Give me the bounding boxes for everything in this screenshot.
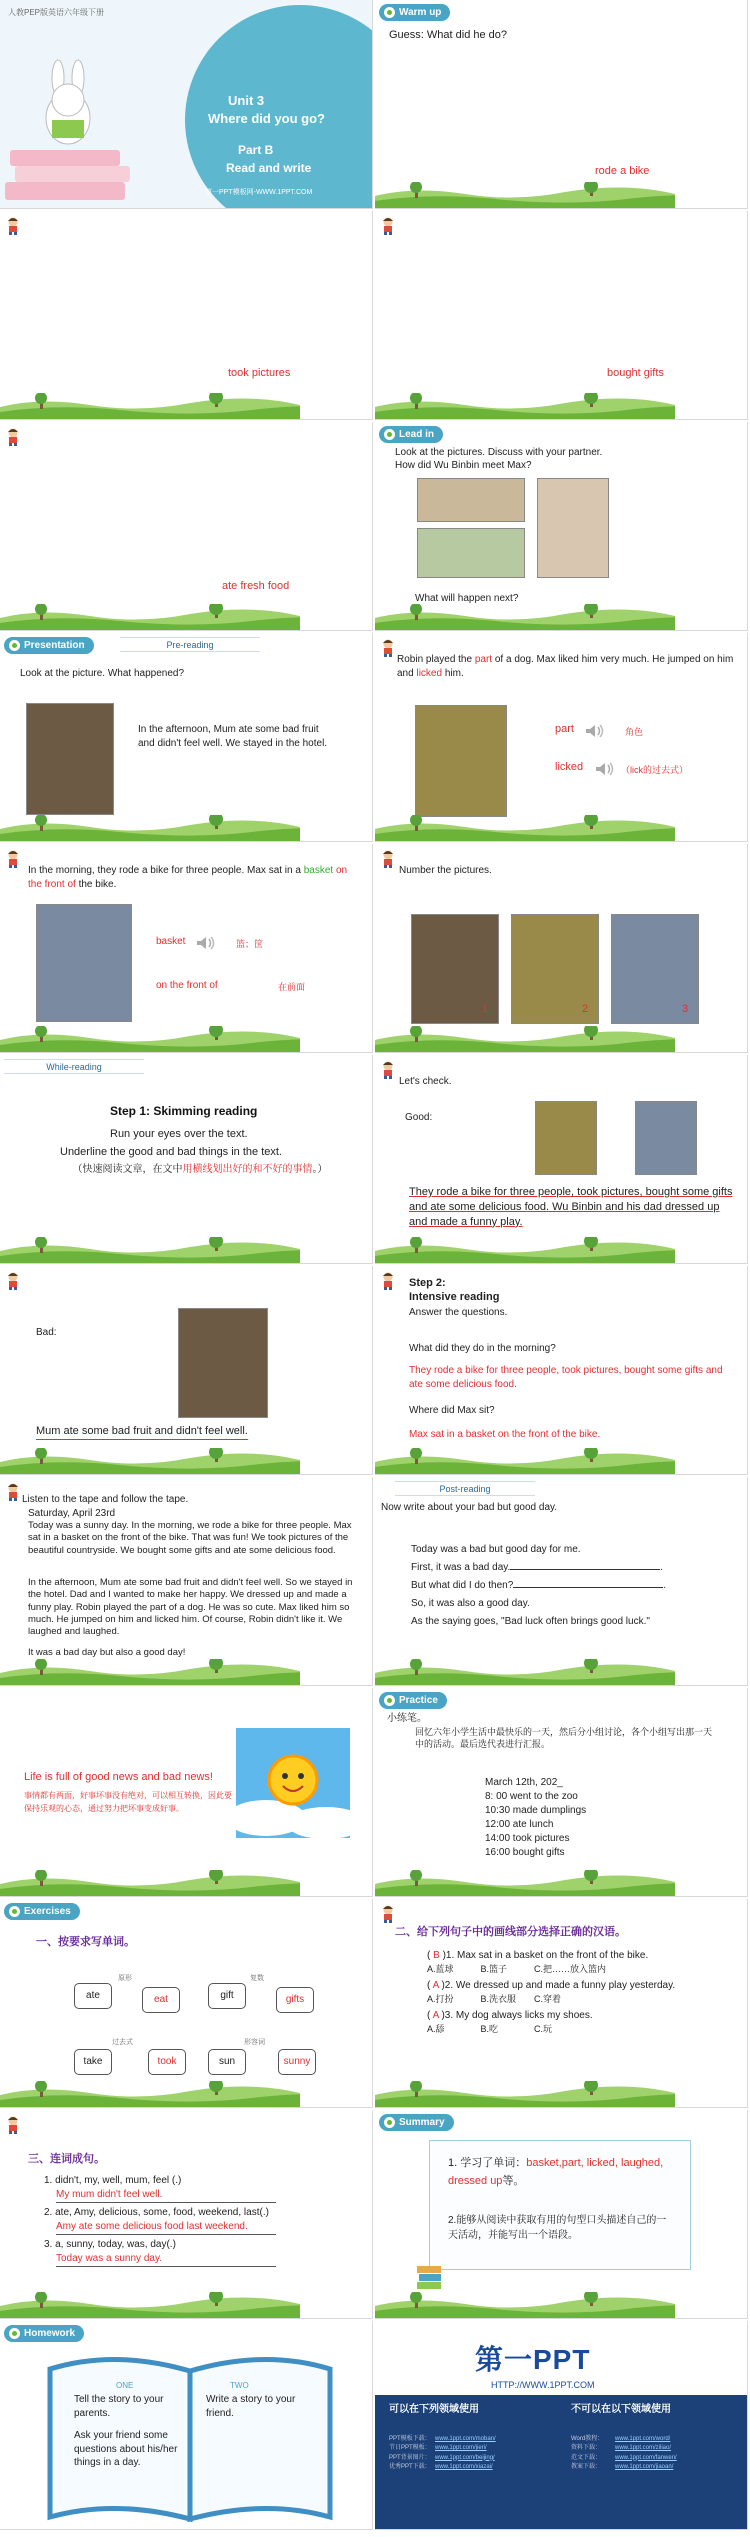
slide-bad <box>0 1266 373 1475</box>
picture-robin-dog <box>415 705 507 817</box>
banner-post-reading: Post-reading <box>395 1481 535 1496</box>
practice-title: 小练笔。 <box>387 1713 427 1724</box>
slide-life-news <box>0 1688 373 1897</box>
picture-bike-ride <box>635 1101 697 1175</box>
credit-link[interactable]: www.1ppt.com/beijing/ <box>435 2454 495 2461</box>
word-part: part <box>474 654 493 665</box>
scramble-1: 1. didn't, my, well, mum, feel (.) <box>44 2175 182 2186</box>
boy-icon <box>381 1272 395 1290</box>
credit-link[interactable]: www.1ppt.com/jiaoan/ <box>615 2463 674 2470</box>
exercise-2-title: 二、给下列句子中的画线部分选择正确的汉语。 <box>395 1926 626 1938</box>
grass-decoration <box>375 815 675 841</box>
boy-icon <box>381 1061 395 1079</box>
answer-gifts: gifts <box>276 1987 314 2013</box>
summary-words: basket,part, licked, laughed, dressed up <box>448 2157 664 2187</box>
boy-icon <box>381 1905 395 1923</box>
diary-paragraph-1: Today was a sunny day. In the morning, we rode a bike for three people. Max sat in a basket on the front of the bike. That was fun! We took pictures of the beautiful countryside. We bought some gifts and ate some delicious food. <box>28 1520 352 1556</box>
unit-title: Where did you go? <box>208 111 325 126</box>
listen-prompt: Listen to the tape and follow the tape. <box>22 1494 189 1505</box>
choice-2: ( A )2. We dressed up and made a funny play yesterday. <box>427 1980 676 1991</box>
boy-icon <box>381 850 395 868</box>
sentence-part: the bike. <box>75 878 117 890</box>
diary-date: Saturday, April 23rd <box>28 1508 116 1519</box>
exercise-3-title: 三、连词成句。 <box>28 2153 105 2165</box>
grass-decoration <box>375 604 675 630</box>
event-2: 10:30 made dumplings <box>485 1805 587 1816</box>
word-take: take <box>74 2049 112 2075</box>
boy-icon <box>6 1272 20 1290</box>
slide-make-sentences <box>0 2110 373 2319</box>
choice-2-answer: A <box>432 1980 439 1991</box>
practice-date: March 12th, 202_ <box>485 1777 563 1788</box>
credit-label: 教案下载： <box>571 2463 602 2470</box>
grass-decoration <box>375 1026 675 1052</box>
homework-1: Tell the story to your parents. <box>74 2394 164 2419</box>
choice-3-answer: A <box>432 2010 439 2021</box>
credit-link[interactable]: www.1ppt.com/word/ <box>615 2436 671 2442</box>
number-2: 2 <box>582 1003 589 1015</box>
line-text: But what did I do then? <box>411 1580 514 1591</box>
slide-ate-food <box>0 422 373 631</box>
choice-2-options: A.打扮 B.洗衣服 C.穿着 <box>427 1994 562 2004</box>
slide-number-pictures <box>375 844 748 1053</box>
credit-label: 资料下载： <box>571 2445 602 2452</box>
tag-practice: Practice <box>379 1692 447 1709</box>
vocab-basket-cn: 篮；筐 <box>236 939 264 949</box>
grass-decoration <box>0 1870 300 1896</box>
scramble-3: 3. a, sunny, today, was, day(.) <box>44 2239 176 2250</box>
credit-links-right[interactable] <box>615 2435 677 2472</box>
answer-bought-gifts: bought gifts <box>607 367 664 379</box>
credit-label: 优秀PPT下载： <box>389 2463 431 2470</box>
brand-logo: 第一PPT <box>475 2344 591 2375</box>
slide-part-licked <box>375 633 748 842</box>
boy-icon <box>6 428 20 446</box>
forbidden-heading: 不可以在以下领域使用 <box>571 2404 671 2415</box>
boy-icon <box>6 217 20 235</box>
check-label: Let's check. <box>399 1076 452 1087</box>
grass-decoration <box>375 1237 675 1263</box>
slide-warm-up <box>375 0 748 209</box>
grass-decoration <box>375 182 675 208</box>
choice-1-text: )1. Max sat in a basket on the front of the bike. <box>442 1950 649 1961</box>
vocab-part: part <box>555 723 574 735</box>
summary-line-2: 2.能够从阅读中获取有用的句型口头描述自己的一天活动，并能写出一个语段。 <box>448 2215 667 2241</box>
practice-cn: 回忆六年小学生活中最快乐的一天，然后分小组讨论，各个小组写出那一天中的活动。最后选代表进行汇报。 <box>415 1727 713 1750</box>
grass-decoration <box>0 2292 300 2318</box>
picture-prompt: Look at the picture. What happened? <box>20 668 185 679</box>
sentence-part: Robin played the <box>397 654 475 665</box>
grass-decoration <box>375 2292 675 2318</box>
skim-line-2: Underline the good and bad things in the text. <box>60 1146 282 1158</box>
site-label: 第一PPT模板网-WWW.1PPT.COM <box>205 189 313 196</box>
grass-decoration <box>0 1026 300 1052</box>
grass-decoration <box>375 1448 675 1474</box>
credit-link[interactable]: www.1ppt.com/moban/ <box>435 2436 496 2442</box>
event-5: 16:00 bought gifts <box>485 1847 565 1858</box>
slide-skimming <box>0 1055 373 1264</box>
slide-intensive <box>375 1266 748 1475</box>
picture-family-bike <box>417 478 525 522</box>
section-label: Read and write <box>226 161 312 175</box>
boy-icon <box>6 850 20 868</box>
skim-line-1: Run your eyes over the text. <box>110 1128 248 1140</box>
homework-3: Write a story to your friend. <box>206 2394 296 2419</box>
answer-eat: eat <box>142 1987 180 2013</box>
grass-decoration <box>0 393 300 419</box>
slide-homework <box>0 2321 373 2530</box>
slide-title <box>0 0 373 209</box>
question-2: Where did Max sit? <box>409 1405 495 1416</box>
write-line-2: First, it was a bad day. . <box>411 1562 664 1573</box>
sentence-part: In the morning, they rode a bike for three people. Max sat in a <box>28 865 304 876</box>
credit-labels-left <box>389 2435 431 2472</box>
choice-1: ( B )1. Max sat in a basket on the front of the bike. <box>427 1950 649 1961</box>
skim-cn <box>60 1163 340 1177</box>
credit-label: PPT背景图片： <box>389 2454 431 2461</box>
answer-1: They rode a bike for three people, took pictures, bought some gifts and ate some delicious food. <box>409 1365 723 1390</box>
grass-decoration <box>0 1659 300 1685</box>
answer-sunny: sunny <box>278 2049 316 2075</box>
tag-exercises: Exercises <box>4 1903 80 1920</box>
credit-link[interactable]: www.1ppt.com/fanwen/ <box>615 2454 677 2461</box>
scramble-1-answer: My mum didn't feel well. <box>56 2188 276 2203</box>
label-adjective: 形容词 <box>244 2039 265 2046</box>
speaker-icon[interactable] <box>595 762 615 776</box>
slide-credits <box>375 2321 748 2530</box>
bad-label: Bad: <box>36 1327 57 1338</box>
choice-3-text: )3. My dog always licks my shoes. <box>441 2010 593 2021</box>
answer-ate-food: ate fresh food <box>222 580 290 592</box>
grass-decoration <box>0 604 300 630</box>
tag-warm-up: Warm up <box>379 4 450 21</box>
boy-icon <box>6 1483 20 1501</box>
slide-summary <box>375 2110 748 2319</box>
choice-2-text: )2. We dressed up and made a funny play yesterday. <box>441 1980 676 1991</box>
exercise-1-title: 一、按要求写单词。 <box>36 1936 135 1948</box>
picture-bike-ride <box>611 914 699 1024</box>
credit-link[interactable]: www.1ppt.com/ziliao/ <box>615 2445 672 2452</box>
boy-icon <box>6 2116 20 2134</box>
word-licked: licked <box>416 667 443 679</box>
word-sun: sun <box>208 2049 246 2075</box>
slide-basket <box>0 844 373 1053</box>
credit-links-left[interactable] <box>435 2435 496 2472</box>
picture-robin-dog <box>535 1101 597 1175</box>
step-1-title: Step 1: Skimming reading <box>110 1104 258 1118</box>
grass-decoration <box>0 1448 300 1474</box>
event-1: 8: 00 went to the zoo <box>485 1791 578 1802</box>
vocab-basket: basket <box>156 936 186 947</box>
label-two: TWO <box>230 2381 249 2390</box>
tag-lead-in: Lead in <box>379 426 443 443</box>
credit-label: 节日PPT模板： <box>389 2445 431 2452</box>
grass-decoration <box>375 1870 675 1896</box>
credit-label: 范文下载： <box>571 2454 602 2461</box>
credit-link[interactable]: www.1ppt.com/xiazai/ <box>435 2463 493 2470</box>
slide-choose-chinese <box>375 1899 748 2108</box>
diary-paragraph-3: It was a bad day but also a good day! <box>28 1647 186 1658</box>
write-line-3: But what did I do then? . <box>411 1580 667 1591</box>
grass-decoration <box>375 1659 675 1685</box>
line-text: First, it was a bad day. <box>411 1562 511 1573</box>
answer-took: took <box>148 2049 186 2075</box>
speaker-icon[interactable] <box>196 936 216 950</box>
life-cn: 事情都有两面，好事坏事没有绝对，可以相互转换，因此要保持乐观的心态，通过努力把坏事变成好事。 <box>24 1791 232 1813</box>
good-things <box>409 1185 739 1230</box>
robin-sentence <box>397 653 737 680</box>
title-background <box>0 0 373 209</box>
event-3: 12:00 ate lunch <box>485 1819 554 1830</box>
step-2-title: Intensive reading <box>409 1291 500 1303</box>
label-plural: 复数 <box>250 1975 264 1982</box>
cn-part: 。） <box>312 1164 328 1175</box>
banner-pre-reading: Pre-reading <box>120 637 260 652</box>
picture-mum-sick <box>26 703 114 815</box>
grass-decoration <box>375 2081 675 2107</box>
label-one: ONE <box>116 2381 134 2390</box>
event-4: 14:00 took pictures <box>485 1833 570 1844</box>
slide-took-pictures <box>0 211 373 420</box>
meet-question: How did Wu Binbin meet Max? <box>395 460 532 471</box>
scramble-2-answer: Amy ate some delicious food last weekend. <box>56 2220 276 2235</box>
vocab-licked: licked <box>555 761 584 773</box>
choice-1-options: A.蓝球 B.篮子 C.把……放入篮内 <box>427 1964 607 1974</box>
credit-label: PPT模板下载： <box>389 2436 431 2442</box>
bad-things: Mum ate some bad fruit and didn't feel well. <box>36 1424 248 1440</box>
choice-3-options: A.舔 B.吃 C.玩 <box>427 2024 553 2034</box>
unit-label: Unit 3 <box>228 93 265 108</box>
tag-summary: Summary <box>379 2114 454 2131</box>
cn-underline: 用横线划出好的和不好的事情 <box>182 1164 313 1175</box>
write-line-1: Today was a bad but good day for me. <box>411 1544 581 1555</box>
number-prompt: Number the pictures. <box>399 865 492 876</box>
homework-2: Ask your friend some questions about his/her things in a day. <box>74 2430 178 2468</box>
credits-panel <box>375 2395 748 2530</box>
allowed-heading: 可以在下列领域使用 <box>389 2404 479 2415</box>
life-title: Life is full of good news and bad news! <box>24 1771 213 1783</box>
vocab-on-front-cn: 在前面 <box>278 982 306 992</box>
vocab-part-cn: 角色 <box>625 727 644 737</box>
morning-sentence <box>28 864 358 891</box>
tag-homework: Homework <box>4 2325 84 2342</box>
books-icon <box>415 2260 445 2294</box>
credit-label: Word教程： <box>571 2436 604 2442</box>
discuss-prompt: Look at the pictures. Discuss with your partner. <box>395 447 603 458</box>
slide-lead-in <box>375 422 748 631</box>
sun-image <box>236 1728 350 1838</box>
brand-url: HTTP://WWW.1PPT.COM <box>491 2380 595 2390</box>
grass-decoration <box>0 2081 300 2107</box>
good-text: They rode a bike for three people, took pictures, bought some gifts and ate some delicious food. Wu Binbin and his dad dressed up and made a funny <box>409 1186 733 1228</box>
boy-icon <box>381 639 395 657</box>
summary-card <box>429 2140 691 2270</box>
summary-line-1 <box>448 2155 676 2190</box>
slide-practice <box>375 1688 748 1897</box>
grass-decoration <box>375 393 675 419</box>
slide-lets-check <box>375 1055 748 1264</box>
picture-bike-ride <box>36 904 132 1022</box>
cn-part: （快速阅读文章，在文中 <box>72 1164 183 1175</box>
label-past-tense: 过去式 <box>112 2039 133 2046</box>
answer-2: Max sat in a basket on the front of the bike. <box>409 1429 601 1440</box>
guess-question: Guess: What did he do? <box>389 29 508 41</box>
picture-mum-sick <box>411 914 499 1024</box>
slide-bought-gifts <box>375 211 748 420</box>
word-basket: basket <box>303 865 334 876</box>
choice-3: ( A )3. My dog always licks my shoes. <box>427 2010 593 2021</box>
grass-decoration <box>0 1237 300 1263</box>
credit-labels-right <box>571 2435 603 2472</box>
slide-post-reading <box>375 1477 748 1686</box>
label-base-form: 原形 <box>118 1975 132 1982</box>
answer-took-pictures: took pictures <box>228 367 291 379</box>
afternoon-text: In the afternoon, Mum ate some bad fruit and didn't feel well. We stayed in the hotel. <box>138 724 328 749</box>
tag-presentation: Presentation <box>4 637 94 654</box>
slide-listen <box>0 1477 373 1686</box>
choice-1-answer: B <box>433 1950 440 1961</box>
picture-robin-dog <box>511 914 599 1024</box>
write-prompt: Now write about your bad but good day. <box>381 1502 558 1513</box>
credit-link[interactable]: www.1ppt.com/jieri/ <box>435 2445 487 2452</box>
word-ate: ate <box>74 1983 112 2009</box>
answer-rode-bike: rode a bike <box>595 165 650 177</box>
scramble-2: 2. ate, Amy, delicious, some, food, weekend, last(.) <box>44 2207 269 2218</box>
number-1: 1 <box>482 1003 489 1015</box>
summary-text: 等。 <box>502 2174 525 2187</box>
vocab-licked-cn: （lick的过去式） <box>621 765 688 775</box>
course-header: 人教PEP版英语六年级下册 <box>8 8 105 17</box>
boy-icon <box>381 217 395 235</box>
picture-boy-dad <box>537 478 609 578</box>
number-3: 3 <box>682 1003 689 1015</box>
diary-paragraph-2: In the afternoon, Mum ate some bad fruit and didn't feel well. So we stayed in the hotel. Dad and I wanted to make her happy. We dressed up and made a funny play. Robin played the part of a dog. He was so cute. Max liked him so much. He jumped on him and licked him. Of course, Robin didn't like it. We laughed and laughed. <box>28 1577 353 1638</box>
banner-while-reading: While-reading <box>4 1059 144 1074</box>
good-text-end: play. <box>497 1215 523 1228</box>
speaker-icon[interactable] <box>585 724 605 738</box>
vocab-on-front: on the front of <box>156 980 218 991</box>
write-line-4: So, it was also a good day. <box>411 1598 530 1609</box>
slide-exercises <box>0 1899 373 2108</box>
answer-prompt: Answer the questions. <box>409 1307 508 1318</box>
good-label: Good: <box>405 1112 433 1123</box>
sentence-part: him. <box>442 667 464 679</box>
part-label: Part B <box>238 143 274 157</box>
sentence-part: of a dog. Max liked him very much. He jumped on him and <box>397 654 734 679</box>
summary-text: 1. 学习了单词： <box>448 2157 527 2169</box>
grass-decoration <box>0 815 300 841</box>
picture-dog-meeting <box>417 528 525 578</box>
picture-mum-sick <box>178 1308 268 1418</box>
scramble-3-answer: Today was a sunny day. <box>56 2252 276 2267</box>
word-on-front: on the front of <box>28 865 348 890</box>
next-question: What will happen next? <box>415 593 519 604</box>
slide-presentation <box>0 633 373 842</box>
word-gift: gift <box>208 1983 246 2009</box>
write-line-5: As the saying goes, "Bad luck often brings good luck." <box>411 1616 650 1627</box>
question-1: What did they do in the morning? <box>409 1343 556 1354</box>
step-2-label: Step 2: <box>409 1277 446 1289</box>
